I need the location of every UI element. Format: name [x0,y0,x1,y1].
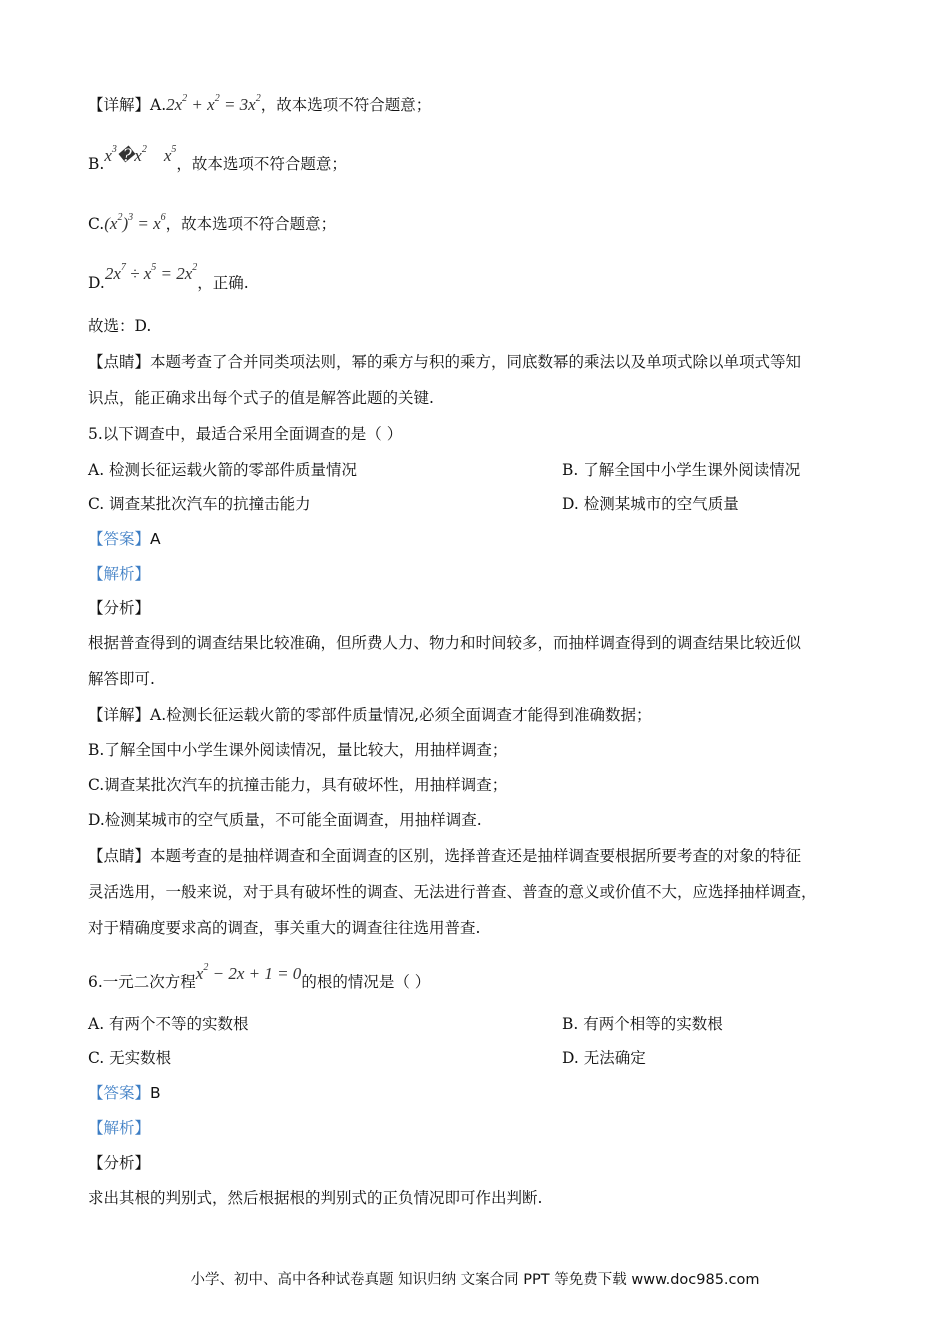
q6-equation: $x^2 - 2x + 1 = 0$ [195,962,302,983]
q6-options-row-2 [88,1048,646,1068]
q6-option-c: C. 无实数根 [88,1049,172,1067]
q5-answer-line [88,529,161,549]
q6-answer: B [150,1084,161,1102]
detail-a-line [88,89,431,115]
formula-b: $x^3�x^2$ $x^5$ [104,144,177,165]
detail-c-lead: C. [88,215,105,233]
detail-c-line [88,208,336,234]
q5-answer: A [150,530,161,548]
formula-a: $2x^2 + x^2 = 3x^2$ [166,93,261,114]
q6-option-b: B. 有两个相等的实数根 [562,1015,723,1033]
q5-answer-label: 【答案】 [88,530,151,548]
q5-fenxi-2: 解答即可. [88,670,155,688]
formula-d: $2x^7 \div x^5 = 2x^2$ [104,262,198,283]
detail-b-line [88,144,347,174]
q5-option-d: D. 检测某城市的空气质量 [562,495,739,513]
q5-comment-3: 对于精确度要求高的调查，事关重大的调查往往选用普查. [88,919,481,937]
detail-b-lead: B. [88,155,105,173]
q5-comment-1: 【点睛】本题考查的是抽样调查和全面调查的区别，选择普查还是抽样调查要根据所要考查的对象的特征 [88,847,802,865]
detail-d-line [88,262,249,293]
q6-option-a: A. 有两个不等的实数根 [88,1015,249,1033]
detail-d-tail: ，正确. [197,274,249,292]
q5-stem: 5.以下调查中，最适合采用全面调查的是（ ） [88,425,403,443]
q5-options-row-1 [88,460,801,480]
page-footer: 小学、初中、高中各种试卷真题 知识归纳 文案合同 PPT 等免费下载 www.doc985.com [190,1272,760,1288]
q6-stem-lead: 6.一元二次方程 [88,973,196,991]
prev-comment-1: 【点睛】本题考查了合并同类项法则，幂的乘方与积的乘方，同底数幂的乘法以及单项式除以单项式等知 [88,353,802,371]
q5-detail-a: 【详解】A.检测长征运载火箭的零部件质量情况,必须全面调查才能得到准确数据； [88,706,652,724]
q6-stem-tail: 的根的情况是（ ） [301,973,431,991]
q6-fenxi-1: 求出其根的判别式，然后根据根的判别式的正负情况即可作出判断. [88,1189,543,1207]
q6-analysis-label: 【解析】 [88,1119,151,1137]
choose-line: 故选：D. [88,317,152,335]
detail-d-lead: D. [88,274,105,292]
q6-fenxi-label: 【分析】 [88,1154,151,1172]
prev-comment-2: 识点，能正确求出每个式子的值是解答此题的关键. [88,389,434,407]
q6-answer-label: 【答案】 [88,1084,151,1102]
q5-option-b: B. 了解全国中小学生课外阅读情况 [562,461,801,479]
q5-detail-d: D.检测某城市的空气质量，不可能全面调查，用抽样调查. [88,811,482,829]
q5-fenxi-label: 【分析】 [88,599,151,617]
q6-option-d: D. 无法确定 [562,1049,646,1067]
q5-options-row-2 [88,494,739,514]
q5-detail-b: B.了解全国中小学生课外阅读情况，量比较大，用抽样调查； [88,741,508,759]
detail-b-tail: ，故本选项不符合题意； [176,155,347,173]
q5-detail-c: C.调查某批次汽车的抗撞击能力，具有破坏性，用抽样调查； [88,776,508,794]
detail-a-tail: ，故本选项不符合题意； [260,96,432,114]
formula-c: $(x^2)^3 = x^6$ [104,212,166,233]
q5-comment-2: 灵活选用，一般来说，对于具有破坏性的调查、无法进行普查、普查的意义或价值不大，应选择抽样调查， [88,883,817,901]
q6-options-row-1 [88,1014,723,1034]
detail-label: 【详解】A. [88,96,167,114]
q5-fenxi-1: 根据普查得到的调查结果比较准确，但所费人力、物力和时间较多，而抽样调查得到的调查结果比较近似 [88,634,802,652]
q5-option-a: A. 检测长征运载火箭的零部件质量情况 [88,461,358,479]
q6-answer-line [88,1083,161,1103]
q5-option-c: C. 调查某批次汽车的抗撞击能力 [88,495,311,513]
q5-analysis-label: 【解析】 [88,565,151,583]
q6-stem [88,962,431,992]
detail-c-tail: ，故本选项不符合题意； [165,215,337,233]
